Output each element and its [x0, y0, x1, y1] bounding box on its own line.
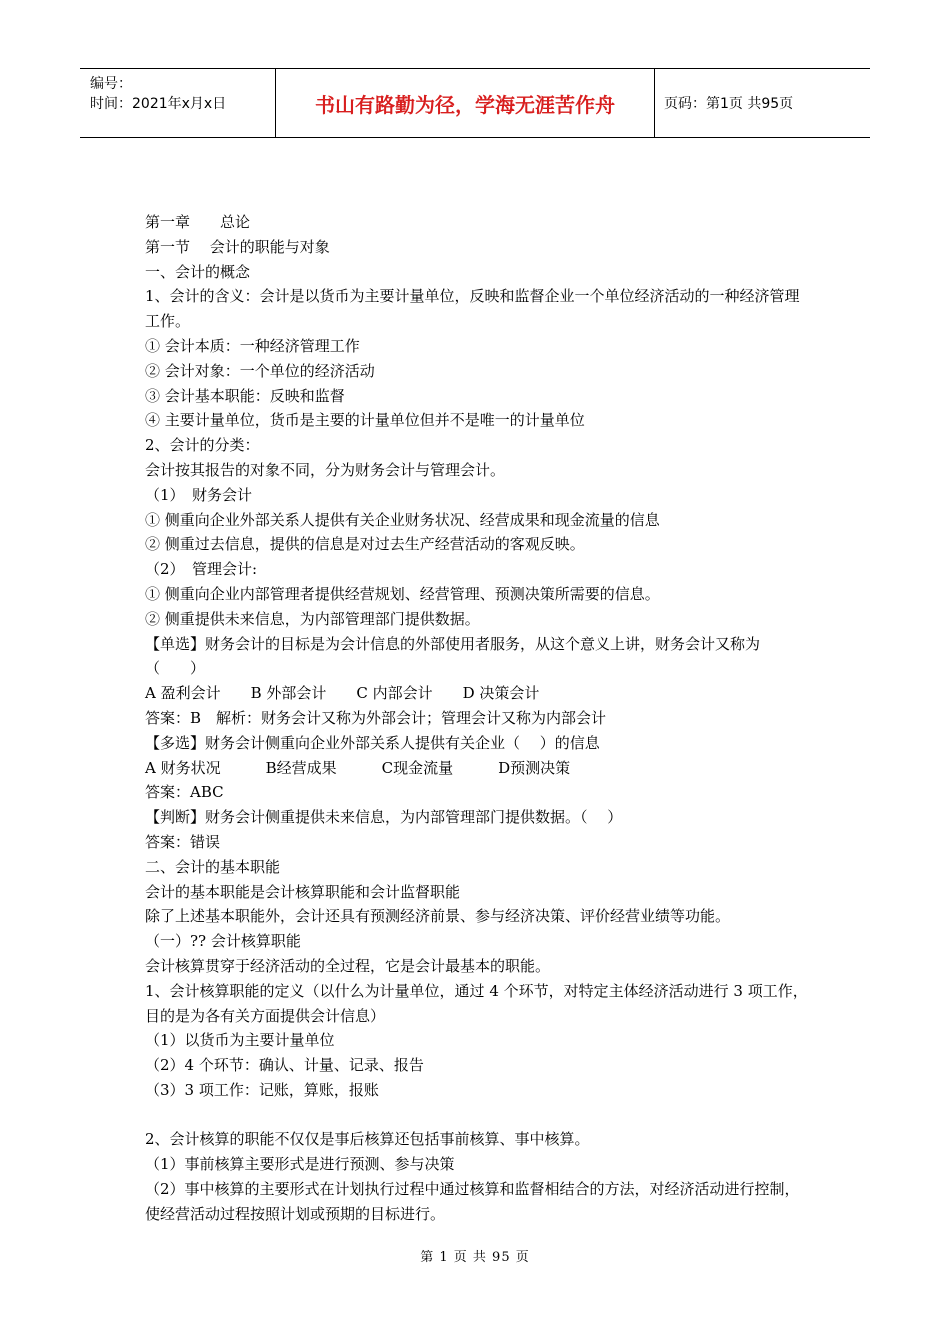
header-page-info: 页码：第1页 共95页	[664, 96, 794, 112]
list-item: （1） 财务会计	[145, 485, 253, 504]
question: 【判断】财务会计侧重提供未来信息，为内部管理部门提供数据。（ ）	[145, 808, 623, 827]
list-item: ① 会计本质：一种经济管理工作	[145, 336, 360, 355]
paragraph: 1、会计核算职能的定义（以什么为计量单位，通过 4 个环节，对特定主体经济活动进行 3 项工作，目的是为各有关方面提供会计信息）	[145, 981, 808, 1025]
list-item: （1）事前核算主要形式是进行预测、参与决策	[145, 1155, 455, 1174]
subsection-heading: 一、会计的概念	[145, 262, 251, 281]
answer: 答案：ABC	[145, 783, 224, 802]
list-item: ④ 主要计量单位，货币是主要的计量单位但并不是唯一的计量单位	[145, 411, 585, 430]
paragraph: 2、会计核算的职能不仅仅是事后核算还包括事前核算、事中核算。	[145, 1130, 590, 1149]
list-item: ③ 会计基本职能：反映和监督	[145, 386, 345, 405]
question: 【单选】财务会计的目标是为会计信息的外部使用者服务，从这个意义上讲，财务会计又称为（ ）	[145, 634, 761, 678]
chapter-title: 第一章 总论	[145, 213, 251, 231]
paragraph: 1、会计的含义：会计是以货币为主要计量单位，反映和监督企业一个单位经济活动的一种经济管理工作。	[145, 287, 800, 331]
list-item: （2）事中核算的主要形式在计划执行过程中通过核算和监督相结合的方法，对经济活动进行控制，使经营活动过程按照计划或预期的目标进行。	[145, 1180, 800, 1223]
subsection-heading: 二、会计的基本职能	[145, 857, 281, 876]
question: 【多选】财务会计侧重向企业外部关系人提供有关企业（ ）的信息	[145, 733, 600, 752]
page-footer: 第 1 页 共 95 页	[420, 1250, 530, 1265]
section-title: 第一节 会计的职能与对象	[145, 237, 330, 256]
paragraph: 会计按其报告的对象不同，分为财务会计与管理会计。	[145, 460, 506, 479]
subsection-heading: （一）?? 会计核算职能	[145, 932, 301, 951]
list-item: （1）以货币为主要计量单位	[145, 1031, 335, 1050]
page-header	[80, 68, 870, 138]
document-body	[145, 210, 810, 1227]
document-time-label: 时间：2021年x月x日	[90, 96, 227, 112]
list-item: （3）3 项工作：记账，算账，报账	[145, 1080, 379, 1099]
paragraph: 除了上述基本职能外，会计还具有预测经济前景、参与经济决策、评价经营业绩等功能。	[145, 907, 731, 926]
header-meta-cell	[80, 69, 276, 137]
header-motto: 书山有路勤为径，学海无涯苦作舟	[276, 69, 655, 137]
document-number-label: 编号：	[90, 76, 132, 92]
list-item: ② 会计对象：一个单位的经济活动	[145, 361, 375, 380]
question-options: A 财务状况 B经营成果 C现金流量 D预测决策	[145, 758, 571, 777]
list-item: ② 侧重过去信息，提供的信息是对过去生产经营活动的客观反映。	[145, 535, 585, 554]
list-item: ② 侧重提供未来信息，为内部管理部门提供数据。	[145, 609, 480, 628]
blank-line	[145, 1103, 810, 1128]
paragraph: 会计核算贯穿于经济活动的全过程，它是会计最基本的职能。	[145, 956, 551, 975]
answer: 答案：错误	[145, 832, 221, 851]
question-options: A 盈利会计 B 外部会计 C 内部会计 D 决策会计	[145, 684, 540, 703]
list-item: ① 侧重向企业内部管理者提供经营规划、经营管理、预测决策所需要的信息。	[145, 584, 660, 603]
list-item: （2） 管理会计:	[145, 560, 258, 579]
list-item: （2）4 个环节：确认、计量、记录、报告	[145, 1056, 424, 1075]
paragraph: 2、会计的分类：	[145, 436, 260, 455]
list-item: ① 侧重向企业外部关系人提供有关企业财务状况、经营成果和现金流量的信息	[145, 510, 660, 529]
paragraph: 会计的基本职能是会计核算职能和会计监督职能	[145, 882, 461, 901]
answer: 答案：B 解析：财务会计又称为外部会计；管理会计又称为内部会计	[145, 708, 607, 727]
